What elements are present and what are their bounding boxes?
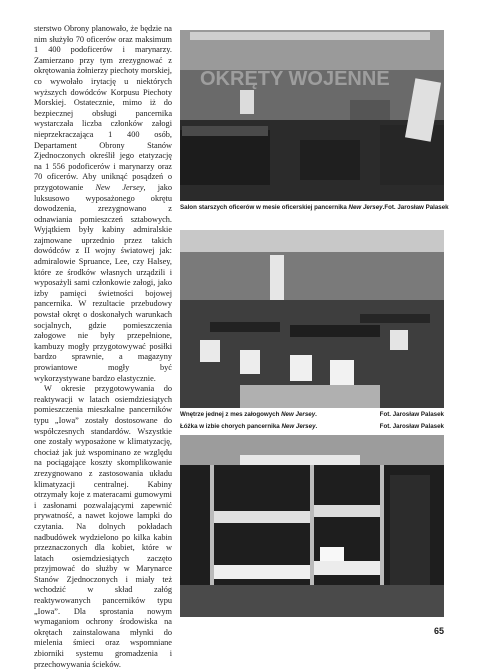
caption-text: Łóżka w izbie chorych pancernika New Jersey. [180,423,318,430]
photo-credit: Fot. Jarosław Palasek [379,411,444,418]
photo-credit: Fot. Jarosław Palasek [384,204,449,211]
page-number: 65 [433,626,444,636]
body-paragraph-2: W okresie przygotowywania do reaktywacji w latach osiemdziesiątych pomieszczenia mieszkalne pancerników typu „Iowa” zostały dostosowane do współczesnych standardów. Wszystkie one zostały wyposażone w klimatyzację, chociaż jak już wspominano ze względu na pociągające koszty skomplikowanie zrezygnowano z zastosowania układu klimatyzacji centralnej. Kabiny otrzymały koje z materacami gumowymi i zasłonami pozwalającymi zapewnić prywatność, a nawet kojowe lampki do czytania. Na dolnych pokładach nadbudówek wydzielono po kilka kabin przeznaczonych dla kobiet, które w latach osiemdziesiątych zaczęto przyjmować do służby w Marynarce Stanów Zjednoczonych i miały też wchodzić w skład załóg reaktywowanych pancerników typu „Iowa”. Dla sprostania nowym wymaganiom ochrony środowiska na okrętach zainstalowana młynki do mielenia śmieci oraz wspomniane zbiorniki systemu gromadzenia i przechowywania ścieków. [34,384,172,669]
body-paragraph-1: sterstwo Obrony planowało, że będzie na nim służyło 70 oficerów oraz maksimum 1 400 podoficerów i marynarzy. Zamierzano przy tym zrezygnować z okrętowania żołnierzy piechoty morskiej, co wywołało irytację u niektórych wyższych dowódców Korpusu Piechoty Morskiej. Ostatecznie, mimo iż do bezpiecznej obsługi pancernika wystarczała liczba członków załogi nieprzekraczająca 1 400 osób, Departament Obrony Stanów Zjednoczonych określił jego etatyzację na 1 556 podoficerów i marynarzy oraz 70 oficerów. Aby uniknąć posądzeń o przygotowanie New Jersey, jako luksusowo wyposażonego okrętu dowodzenia, zrezygnowano z odnawiania pomieszczeń sztabowych. Wyjątkiem były kabiny admiralskie zajmowane uprzednio przez takich dowódców z II wojny światowej jak: admiralowie Spruance, Lee, czy Halsey, które ze środków własnych urządzili i wyposażyli sami członkowie załogi, jako izby pamięci świetności bojowej pancernika. W rezultacie przebudowy powstał okręt o doskonałych warunkach socjalnych, gdzie pomieszczenia załogowe nie były przepełnione, kambuzy mogły przygotowywać posiłki bardzo sprawnie, a magazyny prowiantowe mogły być wykorzystywane bardzo elastycznie. [34,24,173,383]
photo-crew-mess [180,230,444,408]
photo-watermark: OKRĘTY WOJENNE [200,68,390,90]
photo-caption [180,411,444,419]
caption-text: Salon starszych oficerów w mesie oficerskiej pancernika New Jersey. [180,204,385,211]
photo-credit: Fot. Jarosław Palasek [379,423,444,430]
article-text-column [34,24,172,670]
photo-sick-bay [180,435,444,617]
photo-caption [180,204,449,212]
photo-officers-lounge [180,30,444,201]
caption-text: Wnętrze jednej z mes załogowych New Jersey. [180,411,317,418]
photo-caption [180,423,444,431]
